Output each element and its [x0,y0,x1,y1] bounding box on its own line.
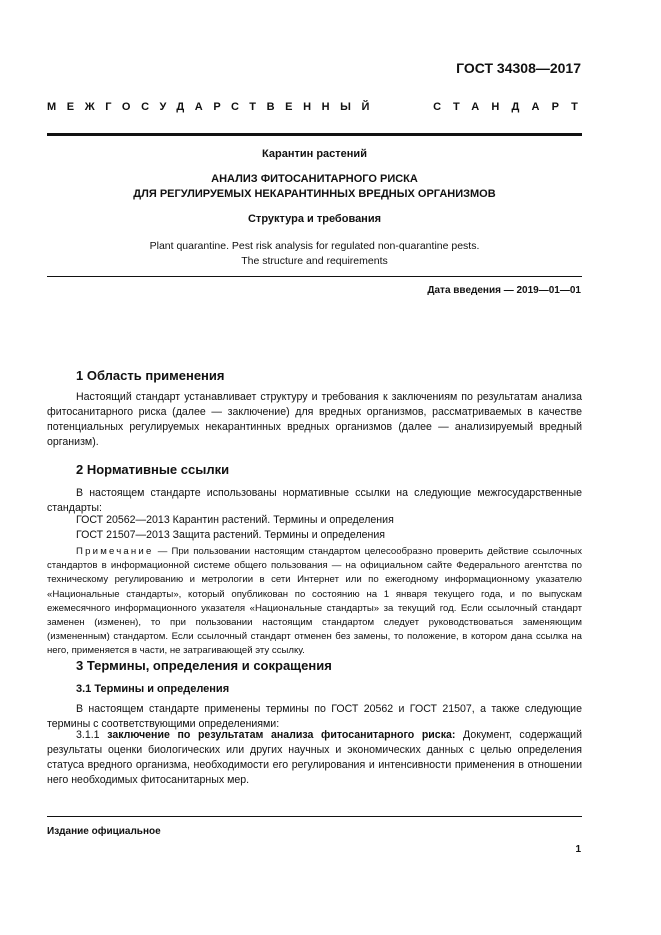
term-name: заключение по результатам анализа фитосанитарного риска: [107,729,456,741]
note-paragraph [47,545,582,659]
section-1-heading: 1 Область применения [76,368,225,383]
term-definition [47,728,582,788]
standard-type-word1: МЕЖГОСУДАРСТВЕННЫЙ [47,101,381,113]
section-1-text: Настоящий стандарт устанавливает структуру и требования к заключениям по результатам анализа фитосанитарного риска (далее — заключение) для вредных организмов, рассматриваемых в качестве потенциальных регулируемых некарантинных вредных организмов (далее — анализируемый вредный организм). [47,391,582,448]
title-divider [47,276,582,277]
subsection-3-1-text: В настоящем стандарте применены термины по ГОСТ 20562 и ГОСТ 21507, а также следующие термины с соответствующими определениями: [47,703,582,730]
page-number: 1 [575,844,581,855]
document-code: ГОСТ 34308—2017 [456,60,581,76]
standard-section-title: Карантин растений [262,148,367,160]
section-2-heading: 2 Нормативные ссылки [76,462,230,477]
footer-divider [47,816,582,817]
standard-subtitle: Структура и требования [247,213,382,225]
english-title-line1: Plant quarantine. Pest risk analysis for regulated non-quarantine pests. [149,240,480,252]
note-label: Примечание [76,546,154,557]
subsection-3-1-heading: 3.1 Термины и определения [76,683,230,695]
english-title-line2: The structure and requirements [241,255,388,267]
section-2-text: В настоящем стандарте использованы нормативные ссылки на следующие межгосударственные стандарты: [47,487,582,514]
main-title-line1: АНАЛИЗ ФИТОСАНИТАРНОГО РИСКА [211,173,418,185]
reference-item: ГОСТ 21507—2013 Защита растений. Термины и определения [76,529,386,541]
term-definition-text: Документ, содержащий результаты оценки биологических или других научных и экономических данных с целью определения статуса вредного организма, необходимости его регулирования и интенсивности применения в отношении него необходимых фитосанитарных мер. [47,729,583,786]
term-number: 3.1.1 [76,729,108,741]
header-divider [47,133,582,136]
main-title-line2: ДЛЯ РЕГУЛИРУЕМЫХ НЕКАРАНТИННЫХ ВРЕДНЫХ ОРГАНИЗМОВ [133,188,496,200]
official-edition-label: Издание официальное [47,826,161,837]
standard-type-word2: СТАНДАРТ [433,101,590,113]
english-title [47,239,582,269]
standard-main-title [47,172,582,202]
section-3-heading: 3 Термины, определения и сокращения [76,658,332,673]
note-text: — При пользовании настоящим стандартом целесообразно проверить действие ссылочных стандартов в информационной системе общего пользования — на официальном сайте Федерального агентства по техническому регулированию и метрологии в сети Интернет или по ежегодному информационному указателю «Национальные стандарты», который опубликован по состоянию на 1 января текущего года, и по выпускам ежемесячного информационного указателя «Национальные стандарты» за текущий год. Если ссылочный стандарт заменен (изменен), то при пользовании настоящим стандартом следует руководствоваться заменяющим (измененным) стандартом. Если ссылочный стандарт отменен без замены, то положение, в котором дана ссылка на него, применяется в части, не затрагивающей эту ссылку. [47,546,582,657]
effective-date: Дата введения — 2019—01—01 [427,285,581,296]
reference-item: ГОСТ 20562—2013 Карантин растений. Термины и определения [76,514,394,526]
